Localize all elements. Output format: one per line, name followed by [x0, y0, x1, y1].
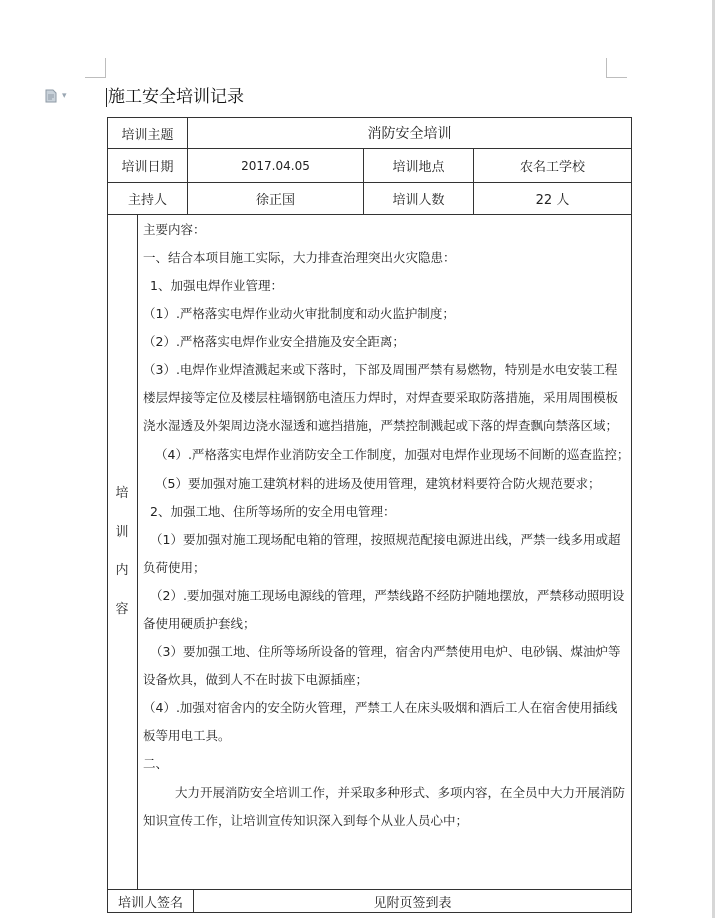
table-divider-content — [137, 214, 138, 890]
crop-mark-tl-h — [85, 77, 106, 78]
content-line: （3）要加强工地、住所等场所设备的管理，宿舍内严禁使用电炉、电砂锅、煤油炉等 — [150, 644, 621, 659]
host-value: 徐正国 — [255, 193, 295, 208]
page-title: 施工安全培训记录 — [108, 87, 244, 107]
content-line: （4）.加强对宿舍内的安全防火管理，严禁工人在床头吸烟和酒后工人在宿舍使用插线 — [143, 700, 618, 715]
sign-value: 见附页签到表 — [373, 895, 452, 911]
content-line: （1）要加强对施工现场配电箱的管理，按照规范配接电源进出线，严禁一线多用或超 — [150, 532, 621, 547]
chevron-down-icon[interactable]: ▾ — [62, 91, 67, 101]
content-line: 知识宣传工作，让培训宣传知识深入到每个从业人员心中； — [143, 813, 469, 828]
content-line: （4）.严格落实电焊作业消防安全工作制度，加强对电焊作业现场不间断的巡查监控； — [155, 447, 630, 462]
content-line: （5）要加强对施工建筑材料的进场及使用管理，建筑材料要符合防火规范要求； — [155, 476, 601, 491]
table-border-right — [631, 117, 632, 913]
topic-value: 消防安全培训 — [367, 126, 452, 142]
content-label — [108, 475, 136, 629]
content-line: （1）.严格落实电焊作业动火审批制度和动火监护制度； — [143, 306, 455, 321]
host-label: 主持人 — [127, 193, 167, 208]
content-line: （2）.严格落实电焊作业安全措施及安全距离； — [143, 334, 405, 349]
content-line: 负荷使用； — [143, 560, 206, 575]
sign-label: 培训人签名 — [117, 895, 183, 911]
content-line: 二、 — [143, 756, 169, 771]
count-label: 培训人数 — [392, 193, 445, 208]
document-icon[interactable] — [44, 89, 58, 103]
content-line: 一、结合本项目施工实际，大力排查治理突出火灾隐患： — [143, 250, 456, 265]
table-border-bottom — [107, 912, 632, 913]
table-border-row4 — [107, 214, 632, 215]
content-line: （2）.要加强对施工现场电源线的管理，严禁线路不经防护随地摆放，严禁移动照明设 — [150, 588, 625, 603]
content-line: 主要内容： — [143, 222, 206, 237]
content-line: 1、加强电焊作业管理： — [150, 278, 283, 293]
page-edge — [712, 0, 715, 918]
place-label: 培训地点 — [392, 160, 445, 175]
content-label-char: 容 — [115, 601, 129, 617]
content-line: 浇水湿透及外架周边浇水湿透和遮挡措施，严禁控制溅起或下落的焊查飘向禁落区域； — [143, 418, 619, 433]
date-label: 培训日期 — [121, 160, 174, 175]
content-line: 楼层焊接等定位及楼层柱墙钢筋电渣压力焊时，对焊查要采取防落措施，采用周围模板 — [143, 390, 619, 405]
text-cursor — [106, 88, 107, 107]
date-value: 2017.04.05 — [241, 158, 310, 173]
place-value: 农名工学校 — [519, 160, 585, 175]
content-line: 板等用电工具。 — [143, 728, 231, 743]
content-label-char: 培 — [115, 486, 129, 501]
crop-mark-tr-v — [606, 58, 607, 78]
content-line: 大力开展消防安全培训工作，并采取多种形式、多项内容，在全员中大力开展消防 — [175, 785, 626, 800]
content-label-char: 内 — [115, 563, 129, 578]
crop-mark-tr-h — [606, 77, 627, 78]
topic-label: 培训主题 — [121, 127, 174, 143]
content-line: 备使用硬质护套线； — [143, 616, 256, 631]
content-line: （3）.电焊作业焊渣溅起来或下落时，下部及周围严禁有易燃物，特别是水电安装工程 — [143, 362, 618, 377]
content-label-char: 训 — [115, 524, 129, 540]
content-line: 2、加强工地、住所等场所的安全用电管理： — [150, 504, 396, 519]
content-line: 设备炊具，做到人不在时拔下电源插座； — [143, 672, 369, 687]
count-value: 22 人 — [535, 193, 570, 208]
crop-mark-tl-v — [105, 58, 106, 78]
